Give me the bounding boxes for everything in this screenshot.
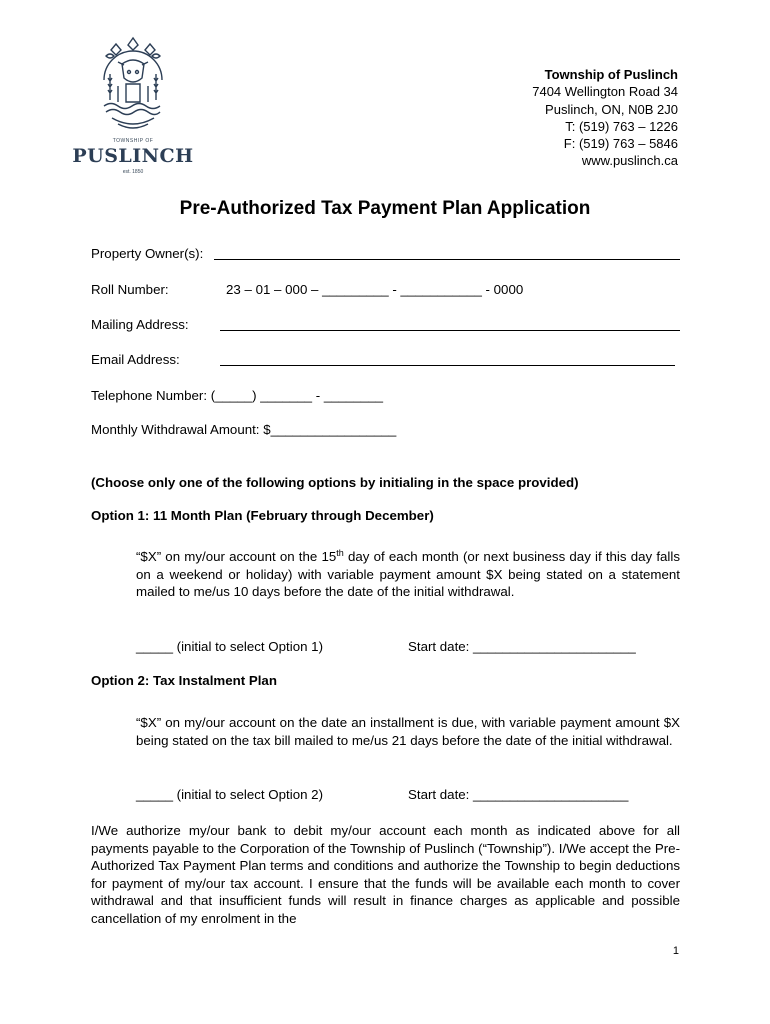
authorization-paragraph: I/We authorize my/our bank to debit my/our account each month as indicated above for all payments payable to the Corporation of the Township of Puslinch (“Township”). I/We accept the Pre-Authorized Tax Payment Plan terms and conditions and authorize the Township to begin deductions for payment of my/our tax account. I ensure that the funds will be available each month to cover withdrawal and that insufficient funds will result in finance charges as applicable and possible cancellation of my enrolment in the <box>91 823 680 926</box>
logo-brand-text: PUSLINCH <box>72 145 194 167</box>
township-crest-icon <box>96 34 170 136</box>
org-name: Township of Puslinch <box>544 67 678 82</box>
township-logo <box>72 34 194 180</box>
option2-description: “$X” on my/our account on the date an installment is due, with variable payment amount $X being stated on the tax bill mailed to me/us 21 days before the date of the initial withdrawal. <box>136 715 680 748</box>
option1-initial-field[interactable]: _____ (initial to select Option 1) <box>136 639 324 654</box>
roll-number-label: Roll Number: <box>91 282 169 297</box>
telephone-field[interactable]: (_____) _______ - ________ <box>210 388 384 403</box>
option2-start-date-field[interactable]: Start date: _____________________ <box>408 787 629 802</box>
mailing-address-field[interactable] <box>220 330 680 331</box>
monthly-withdrawal-label-text: Monthly Withdrawal Amount: $ <box>91 422 271 437</box>
option1-description: “$X” on my/our account on the 15th day of each month (or next business day if this day falls on a weekend or holiday) with variable payment amount $X being stated on a statement mailed to me/us 10 days before the date of the initial withdrawal. <box>136 548 680 599</box>
option2-heading: Option 2: Tax Instalment Plan <box>91 673 277 688</box>
telephone-label <box>91 388 383 403</box>
option1-start-date-field[interactable]: Start date: ______________________ <box>408 639 636 654</box>
email-address-field[interactable] <box>220 365 675 366</box>
page-title: Pre-Authorized Tax Payment Plan Application <box>179 198 591 219</box>
email-address-label: Email Address: <box>91 352 180 367</box>
page-number: 1 <box>672 945 679 957</box>
telephone-label-text: Telephone Number: <box>91 388 208 403</box>
property-owner-label: Property Owner(s): <box>91 246 204 261</box>
monthly-withdrawal-label <box>91 422 396 437</box>
street-address: 7404 Wellington Road 34 <box>532 84 678 100</box>
property-owner-field[interactable] <box>214 259 680 260</box>
website[interactable]: www.puslinch.ca <box>581 153 678 169</box>
instructions-text: (Choose only one of the following options by initialing in the space provided) <box>91 475 579 490</box>
mailing-address-label: Mailing Address: <box>91 317 189 332</box>
city-address: Puslinch, ON, N0B 2J0 <box>545 101 678 117</box>
logo-small-top-text: TOWNSHIP OF <box>112 138 154 144</box>
phone-number: T: (519) 763 – 1226 <box>565 118 678 134</box>
option1-heading: Option 1: 11 Month Plan (February through December) <box>91 508 434 523</box>
township-address-block <box>532 66 678 170</box>
monthly-withdrawal-field[interactable]: _________________ <box>270 422 397 437</box>
option2-initial-field[interactable]: _____ (initial to select Option 2) <box>136 787 324 802</box>
logo-established-text: est. 1850 <box>122 169 144 175</box>
fax-number: F: (519) 763 – 5846 <box>563 136 678 152</box>
roll-number-field[interactable]: 23 – 01 – 000 – _________ - ___________ - 0000 <box>226 282 524 297</box>
